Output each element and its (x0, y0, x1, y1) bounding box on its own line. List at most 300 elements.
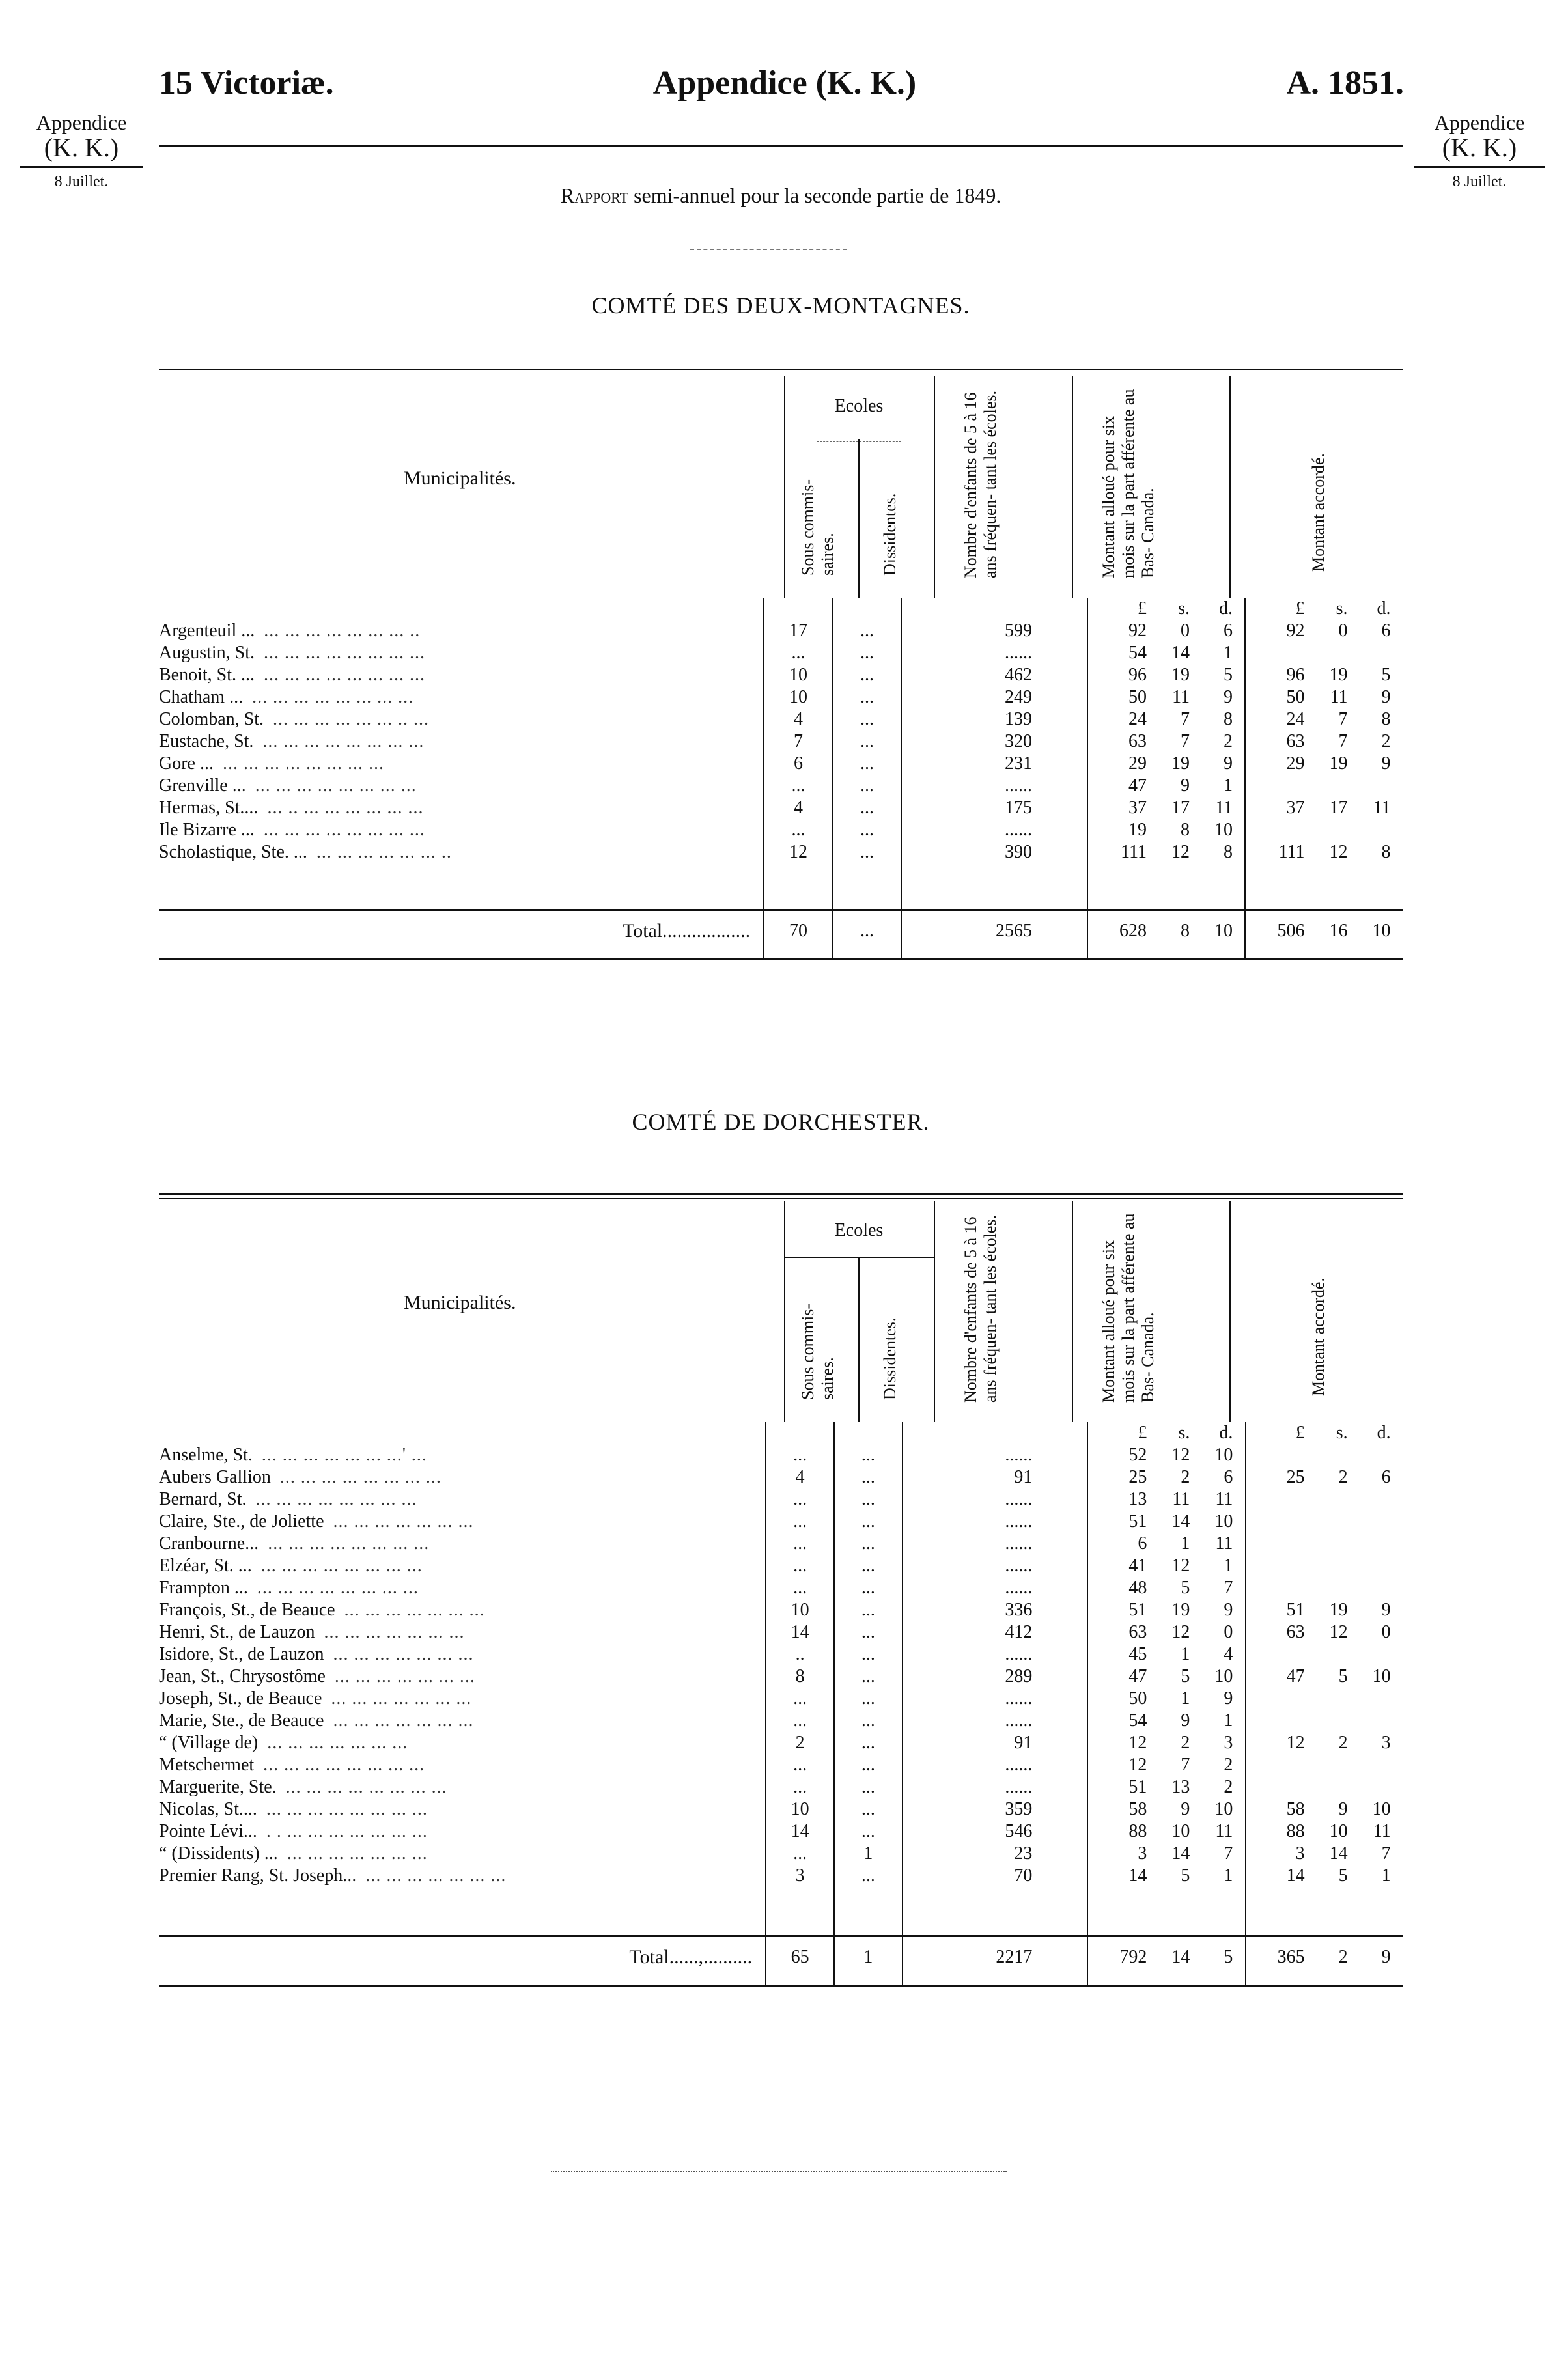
pounds-value: 12 (1286, 1733, 1305, 1753)
municipality-name-line (159, 841, 763, 863)
montant-alloue-cell (1087, 1621, 1245, 1643)
municipality-cell (159, 1666, 766, 1688)
pounds-value: 54 (1128, 1711, 1147, 1731)
col-montant-alloue: Montant alloué pour six mois sur la part afférente au Bas- Canada. (1099, 389, 1157, 578)
dissidentes-cell (833, 797, 901, 819)
enfants-value: 139 (1005, 709, 1033, 729)
municipality-name-line (159, 1555, 765, 1577)
leader-dots: ... ... ... ... ... ... ... .. (264, 621, 421, 641)
dissidentes-value: ... (860, 753, 874, 774)
col-municipalites: Municipalités. (404, 468, 516, 489)
enfants-cell (901, 775, 1087, 797)
leader-dots: ... ... ... ... ... ... ... (287, 1843, 428, 1864)
total-accorde-amount (1246, 1946, 1403, 1968)
shillings-value: 8 (1181, 820, 1190, 840)
margin-note-rule (20, 166, 143, 168)
total-dissidentes-cell (833, 910, 901, 960)
municipality-name: Marguerite, Ste. (159, 1777, 277, 1797)
pence-value: 10 (1214, 1445, 1233, 1465)
pence-unit: d. (1377, 598, 1391, 619)
municipality-name: Jean, St., Chrysostôme (159, 1666, 326, 1686)
shillings-value: 12 (1329, 842, 1348, 862)
sous-commissaires-cell (766, 1533, 834, 1555)
enfants-cell (903, 1466, 1088, 1488)
pounds-value: 96 (1128, 665, 1147, 685)
pence-unit: d. (1219, 1423, 1233, 1443)
alloue-amount (1088, 708, 1244, 731)
pence-value: 11 (1215, 1489, 1233, 1509)
enfants-cell (903, 1732, 1088, 1754)
col-divider (858, 439, 860, 598)
montant-accorde-cell (1246, 1621, 1403, 1643)
pounds-value: 6 (1138, 1533, 1147, 1554)
dissidentes-cell (833, 620, 901, 642)
pounds-value: 50 (1128, 1688, 1147, 1709)
spacer-cell (901, 863, 1087, 910)
header-rule (159, 145, 1403, 150)
municipality-name: Nicolas, St.... (159, 1799, 257, 1819)
spacer-cell (764, 863, 833, 910)
alloue-amount (1088, 819, 1244, 841)
sous-commissaires-cell (766, 1643, 834, 1666)
enfants-cell (903, 1444, 1088, 1466)
alloue-amount (1088, 841, 1244, 863)
municipality-name: Bernard, St. (159, 1489, 247, 1509)
enfants-cell (903, 1488, 1088, 1511)
municipality-name-line (159, 1488, 765, 1511)
leader-dots: ... ... ... ... ... ... ... ... (264, 665, 426, 685)
col-dissidentes: Dissidentes. (880, 493, 899, 576)
montant-accorde-cell (1246, 1732, 1403, 1754)
pence-value: 6 (1381, 621, 1391, 641)
col-divider (1072, 376, 1073, 598)
alloue-amount (1088, 1798, 1244, 1821)
total-montant-accorde-cell (1245, 910, 1403, 960)
pounds-value: 63 (1286, 1622, 1305, 1642)
sous-commissaires-cell (766, 1488, 834, 1511)
enfants-value: 91 (1014, 1733, 1033, 1753)
shillings-value: 9 (1181, 1799, 1190, 1819)
sous-commissaires-cell (764, 753, 833, 775)
table-row (159, 664, 1403, 686)
pence-value: 2 (1224, 1777, 1233, 1797)
montant-alloue-cell (1087, 731, 1245, 753)
dissidentes-value: ... (861, 1556, 875, 1576)
accorde-amount (1246, 1466, 1403, 1488)
total-label-cell (159, 1936, 766, 1986)
shillings-value: 12 (1171, 1556, 1190, 1576)
table-row (159, 775, 1403, 797)
alloue-amount (1088, 1688, 1244, 1710)
montant-accorde-cell (1246, 1776, 1403, 1798)
dissidentes-cell (833, 664, 901, 686)
pounds-value: 365 (1277, 1947, 1305, 1967)
municipality-cell (159, 1754, 766, 1776)
sous-commissaires-cell (766, 1732, 834, 1754)
enfants-value: ...... (1005, 775, 1033, 796)
municipality-cell (159, 1577, 766, 1599)
sous-commissaires-cell (764, 775, 833, 797)
pounds-value: 63 (1128, 1622, 1147, 1642)
dissidentes-cell (834, 1754, 902, 1776)
pence-value: 11 (1215, 1821, 1233, 1841)
montant-alloue-cell (1087, 620, 1245, 642)
montant-alloue-cell (1087, 1599, 1245, 1621)
sous-commissaires-cell (764, 731, 833, 753)
pence-value: 8 (1224, 842, 1233, 862)
sous-commissaires-cell (764, 686, 833, 708)
dissidentes-value: ... (861, 1733, 875, 1753)
sous-commissaires-cell (764, 797, 833, 819)
col-ecoles: Ecoles (834, 396, 884, 416)
alloue-amount (1088, 1444, 1244, 1466)
leader-dots: ... ... ... ... ... ... .. (316, 842, 452, 862)
enfants-value: 175 (1005, 798, 1033, 818)
pounds-value: 58 (1128, 1799, 1147, 1819)
pence-value: 5 (1224, 1947, 1233, 1967)
alloue-amount (1088, 664, 1244, 686)
municipality-name: Gore ... (159, 753, 214, 774)
municipality-name-line (159, 1444, 765, 1466)
montant-accorde-cell (1246, 1688, 1403, 1710)
enfants-value: ...... (1005, 1688, 1033, 1709)
leader-dots: ... ... ... ... ... ... ... ... (268, 1533, 430, 1554)
table-row (159, 1444, 1403, 1466)
dissidentes-value: ... (861, 1688, 875, 1709)
pounds-value: 24 (1128, 709, 1147, 729)
leader-dots: ... ... ... ... ... ... ... (365, 1865, 507, 1886)
total-sous-commissaires: 70 (789, 921, 808, 941)
montant-accorde-cell (1246, 1798, 1403, 1821)
sous-commissaires-value: 7 (794, 731, 804, 751)
municipality-name: Chatham ... (159, 687, 244, 707)
shillings-value: 14 (1171, 1947, 1190, 1967)
municipality-name-line (159, 620, 763, 642)
sous-commissaires-value: ... (793, 1777, 807, 1797)
enfants-cell (903, 1533, 1088, 1555)
alloue-amount (1088, 1488, 1244, 1511)
leader-dots: ... ... ... ... ... ... ... ... (263, 1755, 425, 1775)
pounds-value: 41 (1128, 1556, 1147, 1576)
montant-accorde-cell (1245, 708, 1403, 731)
municipality-name: Anselme, St. (159, 1445, 253, 1465)
shillings-value: 5 (1338, 1666, 1348, 1686)
sous-commissaires-value: ... (793, 1755, 807, 1775)
pounds-value: 37 (1286, 798, 1305, 818)
alloue-amount (1088, 1511, 1244, 1533)
montant-accorde-cell (1246, 1555, 1403, 1577)
total-dissidentes: 1 (863, 1947, 873, 1967)
municipality-cell (159, 1776, 766, 1798)
pence-unit: d. (1219, 598, 1233, 619)
montant-accorde-cell (1245, 642, 1403, 664)
table-row (159, 797, 1403, 819)
county-title-deux-montagnes: COMTÉ DES DEUX-MONTAGNES. (591, 292, 970, 318)
municipality-cell (159, 1688, 766, 1710)
sous-commissaires-cell (766, 1511, 834, 1533)
pounds-value: 92 (1286, 621, 1305, 641)
pounds-value: 25 (1286, 1467, 1305, 1487)
pence-value: 10 (1372, 921, 1391, 941)
units-labels (1246, 1422, 1403, 1444)
shillings-value: 5 (1181, 1865, 1190, 1886)
enfants-cell (901, 731, 1087, 753)
shilling-unit: s. (1336, 1423, 1348, 1443)
sous-commissaires-value: 2 (795, 1733, 805, 1753)
accorde-amount (1246, 620, 1403, 642)
montant-alloue-cell (1087, 686, 1245, 708)
units-spacer (903, 1422, 1088, 1444)
accorde-amount (1246, 1666, 1403, 1688)
accorde-amount (1246, 1843, 1403, 1865)
montant-alloue-cell (1087, 642, 1245, 664)
municipality-cell (159, 731, 764, 753)
montant-accorde-cell (1246, 1710, 1403, 1732)
table-row (159, 1843, 1403, 1865)
municipality-cell (159, 1643, 766, 1666)
montant-alloue-cell (1087, 1444, 1245, 1466)
dissidentes-value: ... (861, 1445, 875, 1465)
pence-value: 11 (1373, 1821, 1391, 1841)
total-sous-commissaires: 65 (791, 1947, 809, 1967)
municipality-cell (159, 686, 764, 708)
sous-commissaires-value: ... (791, 820, 805, 840)
municipality-name: Premier Rang, St. Joseph... (159, 1865, 357, 1886)
municipality-cell (159, 1621, 766, 1643)
montant-accorde-cell (1246, 1666, 1403, 1688)
montant-alloue-cell (1087, 819, 1245, 841)
montant-alloue-cell (1087, 1732, 1245, 1754)
municipality-name: “ (Village de) (159, 1733, 259, 1753)
alloue-amount (1088, 797, 1244, 819)
total-label: Total......,.......... (629, 1946, 753, 1968)
total-enfants-cell (901, 910, 1087, 960)
montant-accorde-cell (1246, 1754, 1403, 1776)
table-row (159, 841, 1403, 863)
shillings-value: 0 (1181, 621, 1190, 641)
total-montant-alloue-cell (1087, 1936, 1245, 1986)
pence-value: 4 (1224, 1644, 1233, 1664)
leader-dots: ... ... ... ... ... ... ... ... (279, 1467, 441, 1487)
pence-value: 3 (1381, 1733, 1391, 1753)
shilling-unit: s. (1178, 598, 1190, 619)
pence-value: 0 (1381, 1622, 1391, 1642)
montant-accorde-cell (1246, 1488, 1403, 1511)
montant-accorde-cell (1245, 686, 1403, 708)
pound-unit: £ (1295, 598, 1305, 619)
pounds-value: 29 (1286, 753, 1305, 774)
municipality-name-line (159, 1843, 765, 1865)
montant-alloue-cell (1087, 1865, 1245, 1887)
pence-value: 0 (1224, 1622, 1233, 1642)
municipality-name-line (159, 731, 763, 753)
units-spacer (766, 1422, 834, 1444)
total-montant-accorde-cell (1246, 1936, 1403, 1986)
alloue-amount (1088, 1621, 1244, 1643)
municipality-name-line (159, 1865, 765, 1887)
dissidentes-value: ... (860, 731, 874, 751)
pounds-value: 792 (1119, 1947, 1147, 1967)
pounds-value: 37 (1128, 798, 1147, 818)
leader-dots: ... ... ... ... ... ... ... ... (263, 820, 425, 840)
dissidentes-cell (834, 1577, 902, 1599)
municipality-name: Augustin, St. (159, 643, 255, 663)
accorde-amount (1246, 686, 1403, 708)
pence-value: 9 (1381, 1947, 1391, 1967)
enfants-value: ...... (1005, 820, 1033, 840)
pence-value: 7 (1381, 1843, 1391, 1864)
alloue-amount (1088, 1666, 1244, 1688)
leader-dots: ... ... ... ... ... ... ... ... (255, 775, 417, 796)
enfants-value: 289 (1005, 1666, 1033, 1686)
enfants-cell (901, 686, 1087, 708)
sous-commissaires-value: .. (795, 1644, 805, 1664)
col-nombre-enfants: Nombre d'enfants de 5 à 16 ans fréquen- tant les écoles. (961, 1214, 1000, 1403)
municipality-name: Isidore, St., de Lauzon (159, 1644, 324, 1664)
pence-value: 11 (1215, 1533, 1233, 1554)
sous-commissaires-value: ... (793, 1711, 807, 1731)
enfants-cell (901, 620, 1087, 642)
pence-value: 11 (1373, 798, 1391, 818)
shillings-value: 9 (1181, 775, 1190, 796)
municipality-cell (159, 797, 764, 819)
pence-value: 1 (1224, 1865, 1233, 1886)
enfants-value: 231 (1005, 753, 1033, 774)
total-dissidentes-cell (834, 1936, 902, 1986)
dissidentes-cell (834, 1621, 902, 1643)
sous-commissaires-cell (766, 1754, 834, 1776)
dissidentes-cell (834, 1643, 902, 1666)
enfants-value: ...... (1005, 1644, 1033, 1664)
dissidentes-cell (834, 1821, 902, 1843)
dissidentes-cell (834, 1555, 902, 1577)
enfants-cell (901, 708, 1087, 731)
shillings-value: 12 (1171, 1445, 1190, 1465)
municipality-name-line (159, 1798, 765, 1821)
municipality-cell (159, 1466, 766, 1488)
total-label: Total.................. (622, 920, 751, 942)
dissidentes-cell (834, 1865, 902, 1887)
enfants-value: ...... (1005, 1777, 1033, 1797)
montant-alloue-cell (1087, 664, 1245, 686)
shillings-value: 7 (1338, 731, 1348, 751)
margin-note-title: Appendice (36, 111, 127, 134)
shillings-value: 17 (1329, 798, 1348, 818)
pound-unit: £ (1138, 598, 1147, 619)
municipality-name-line (159, 686, 763, 708)
table-row (159, 1732, 1403, 1754)
shillings-value: 19 (1171, 1600, 1190, 1620)
pounds-value: 24 (1286, 709, 1305, 729)
leader-dots: ... ... ... ... ... ... ... ... (266, 1799, 428, 1819)
montant-accorde-cell (1245, 731, 1403, 753)
pounds-value: 51 (1128, 1600, 1147, 1620)
units-row (159, 598, 1403, 620)
dissidentes-cell (834, 1466, 902, 1488)
shillings-value: 7 (1181, 1755, 1190, 1775)
leader-dots: . . ... ... ... ... ... ... ... (266, 1821, 428, 1841)
shillings-value: 11 (1172, 687, 1190, 707)
enfants-cell (903, 1666, 1088, 1688)
report-caption (159, 184, 1403, 208)
municipality-name-line (159, 642, 763, 664)
municipality-cell (159, 819, 764, 841)
total-label-cell (159, 910, 764, 960)
accorde-amount (1246, 1599, 1403, 1621)
dissidentes-value: ... (860, 820, 874, 840)
total-sous-commissaires-cell (766, 1936, 834, 1986)
sous-commissaires-cell (766, 1865, 834, 1887)
shillings-value: 2 (1181, 1733, 1190, 1753)
pence-value: 10 (1214, 921, 1233, 941)
shillings-value: 14 (1329, 1843, 1348, 1864)
units-spacer (834, 1422, 902, 1444)
enfants-cell (903, 1798, 1088, 1821)
pence-value: 8 (1224, 709, 1233, 729)
sous-commissaires-cell (764, 664, 833, 686)
enfants-value: 546 (1005, 1821, 1033, 1841)
table-row (159, 1865, 1403, 1887)
sous-commissaires-value: ... (793, 1533, 807, 1554)
col-divider (1229, 376, 1231, 598)
montant-accorde-cell (1246, 1865, 1403, 1887)
pence-value: 9 (1381, 753, 1391, 774)
table-row (159, 1621, 1403, 1643)
municipality-name-line (159, 797, 763, 819)
municipality-name: Marie, Ste., de Beauce (159, 1711, 324, 1731)
units-labels (1088, 1422, 1244, 1444)
enfants-cell (903, 1511, 1088, 1533)
sous-commissaires-cell (766, 1776, 834, 1798)
total-enfants: 2217 (996, 1947, 1033, 1967)
dissidentes-value: ... (861, 1821, 875, 1841)
alloue-amount (1088, 775, 1244, 797)
shillings-value: 8 (1181, 921, 1190, 941)
municipality-cell (159, 642, 764, 664)
accorde-amount (1246, 708, 1403, 731)
dissidentes-cell (833, 775, 901, 797)
dissidentes-cell (834, 1710, 902, 1732)
dissidentes-value: ... (860, 621, 874, 641)
pounds-value: 92 (1128, 621, 1147, 641)
pence-value: 5 (1224, 665, 1233, 685)
municipality-cell (159, 1865, 766, 1887)
table-row (159, 753, 1403, 775)
pence-value: 6 (1224, 1467, 1233, 1487)
montant-alloue-cell (1087, 1776, 1245, 1798)
margin-note-code: (K. K.) (44, 133, 119, 162)
municipality-name: Scholastique, Ste. ... (159, 842, 307, 862)
pence-unit: d. (1377, 1423, 1391, 1443)
montant-alloue-cell (1087, 1577, 1245, 1599)
montant-accorde-cell (1245, 797, 1403, 819)
enfants-value: ...... (1005, 1711, 1033, 1731)
alloue-amount (1088, 686, 1244, 708)
leader-dots: ... .. ... ... ... ... ... ... (267, 798, 424, 818)
accorde-amount (1246, 841, 1403, 863)
margin-note-left (20, 111, 143, 191)
shillings-value: 10 (1329, 1821, 1348, 1841)
pounds-value: 47 (1286, 1666, 1305, 1686)
enfants-value: 249 (1005, 687, 1033, 707)
table-row (159, 1776, 1403, 1798)
enfants-value: 320 (1005, 731, 1033, 751)
dissidentes-cell (834, 1798, 902, 1821)
alloue-amount (1088, 1732, 1244, 1754)
enfants-value: 359 (1005, 1799, 1033, 1819)
shillings-value: 9 (1181, 1711, 1190, 1731)
pence-value: 9 (1381, 1600, 1391, 1620)
